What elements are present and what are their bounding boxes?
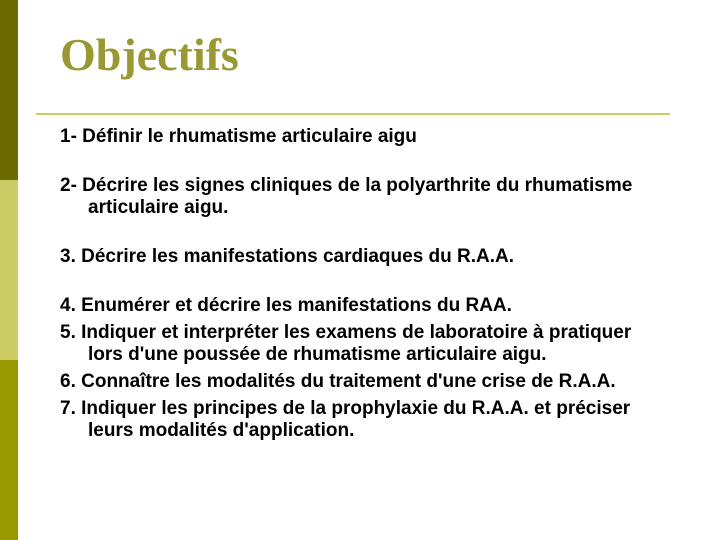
- objective-item-1: 1- Définir le rhumatisme articulaire aigu: [60, 126, 417, 147]
- objective-item-7: 7. Indiquer les principes de la prophylaxie du R.A.A. et préciser leurs modalités d'application.: [60, 398, 631, 441]
- objective-item-5: 5. Indiquer et interpréter les examens de laboratoire à pratiquer lors d'une poussée de rhumatisme articulaire aigu.: [60, 322, 632, 365]
- objectives-list: [60, 126, 670, 442]
- side-bar-light-segment: [0, 180, 18, 360]
- objective-item-2: 2- Décrire les signes cliniques de la polyarthrite du rhumatisme articulaire aigu.: [60, 175, 633, 218]
- slide-title: Objectifs: [60, 29, 239, 80]
- objective-item-4: 4. Enumérer et décrire les manifestations du RAA.: [60, 295, 512, 316]
- objective-item-6: 6. Connaître les modalités du traitement d'une crise de R.A.A.: [60, 371, 616, 392]
- side-bar-dark-segment: [0, 0, 18, 180]
- title-divider: [36, 113, 670, 115]
- objective-item-3: 3. Décrire les manifestations cardiaques du R.A.A.: [60, 246, 515, 267]
- side-bar-mid-segment: [0, 360, 18, 540]
